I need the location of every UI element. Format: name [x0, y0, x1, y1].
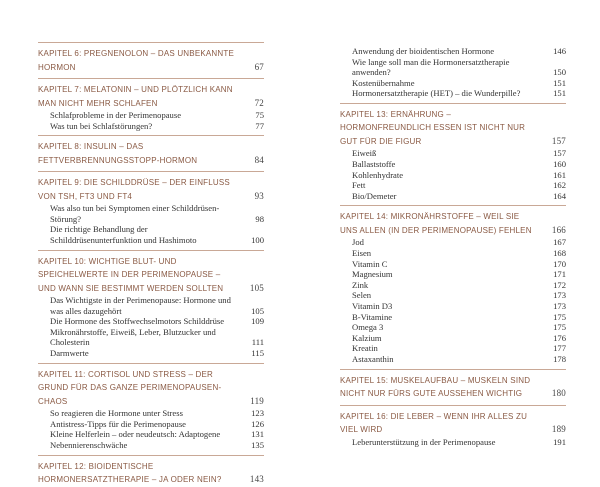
page-number: 175	[553, 322, 566, 333]
toc-chapter-entry	[38, 455, 264, 487]
toc-section-entry	[340, 280, 566, 291]
section-title: Wie lange soll man die Hormonersatztherapie anwenden?	[352, 56, 510, 78]
page-number: 157	[553, 148, 566, 159]
section-title: Ballaststoffe	[352, 159, 396, 170]
page-number: 161	[553, 169, 566, 180]
section-title: Selen	[352, 290, 372, 301]
page-number: 105	[249, 282, 264, 293]
toc-chapter-entry	[38, 171, 264, 203]
chapter-title: KAPITEL 8: INSULIN – DAS FETTVERBRENNUNGSSTOPP-HORMON	[38, 142, 198, 165]
section-title: Antistress-Tipps für die Perimenopause	[50, 418, 186, 429]
toc-section-entry	[340, 88, 566, 99]
page-number: 109	[251, 316, 264, 327]
toc-section-entry	[340, 437, 566, 448]
toc-section-entry	[340, 259, 566, 270]
section-title: Vitamin C	[352, 258, 388, 269]
page-number: 75	[255, 110, 264, 120]
toc-section-entry	[340, 46, 566, 57]
page-number: 162	[553, 180, 566, 191]
section-title: Omega 3	[352, 322, 384, 333]
section-title: Schlafprobleme in der Perimenopause	[50, 110, 182, 120]
section-title: Mikronährstoffe, Eiweiß, Leber, Blutzucker und Cholesterin	[50, 326, 216, 348]
page-number: 151	[553, 88, 566, 99]
section-title: Astaxanthin	[352, 353, 394, 364]
toc-section-entry	[340, 170, 566, 181]
page-number: 135	[251, 439, 264, 450]
toc-chapter-entry	[340, 405, 566, 437]
toc-section-entry	[340, 248, 566, 259]
page-number: 180	[551, 388, 566, 399]
page-number: 115	[251, 348, 264, 359]
chapter-title: KAPITEL 10: WICHTIGE BLUT- UND SPEICHELWERTE IN DER PERIMENOPAUSE – UND WANN SIE BESTIMMT WERDEN SOLLTEN	[38, 256, 224, 293]
toc-section-entry	[38, 327, 264, 348]
section-title: Kostenübernahme	[352, 77, 415, 88]
toc-section-entry	[38, 224, 264, 245]
toc-section-entry	[340, 343, 566, 354]
toc-left-column	[38, 42, 264, 487]
toc-section-entry	[340, 333, 566, 344]
toc-chapter-entry	[340, 369, 566, 401]
toc-section-entry	[340, 354, 566, 365]
page-number: 170	[553, 258, 566, 269]
toc-section-entry	[38, 295, 264, 316]
page-number: 157	[551, 135, 566, 146]
toc-section-entry	[340, 237, 566, 248]
page-number: 143	[249, 474, 264, 484]
section-title: Das Wichtigste in der Perimenopause: Hormone und was alles dazugehört	[50, 295, 231, 316]
toc-section-entry	[340, 78, 566, 89]
page-number: 177	[553, 343, 566, 354]
toc-right-column	[340, 46, 566, 447]
toc-section-entry	[340, 191, 566, 202]
chapter-title: KAPITEL 6: PREGNENOLON – DAS UNBEKANNTE HORMON	[38, 49, 234, 72]
section-title: Kalzium	[352, 332, 382, 343]
page-number: 100	[251, 234, 264, 245]
page-number: 98	[255, 213, 264, 224]
page-number: 126	[251, 418, 264, 429]
page-number: 168	[553, 248, 566, 259]
toc-section-entry	[340, 269, 566, 280]
page-number: 72	[254, 97, 264, 108]
section-title: Anwendung der bioidentischen Hormone	[352, 46, 495, 56]
section-title: B-Vitamine	[352, 311, 393, 322]
toc-section-entry	[38, 316, 264, 327]
page-number: 131	[251, 429, 264, 440]
page-number: 176	[553, 332, 566, 343]
section-title: So reagieren die Hormone unter Stress	[50, 408, 183, 419]
toc-section-entry	[340, 312, 566, 323]
section-title: Magnesium	[352, 269, 393, 280]
page-number: 178	[553, 353, 566, 364]
page-number: 93	[254, 190, 264, 201]
toc-section-entry	[38, 419, 264, 430]
page-number: 150	[553, 67, 566, 78]
toc-chapter-entry	[38, 135, 264, 167]
section-title: Hormonersatztherapie (HET) – die Wunderpille?	[352, 88, 521, 99]
page-number: 84	[254, 154, 264, 165]
section-title: Fett	[352, 180, 366, 191]
chapter-title: KAPITEL 11: CORTISOL UND STRESS – DER GRUND FÜR DAS GANZE PERIMENOPAUSEN-CHAOS	[38, 369, 222, 406]
toc-section-entry	[340, 301, 566, 312]
page-number: 119	[250, 395, 264, 406]
page-number: 160	[553, 159, 566, 170]
section-title: Kleine Helferlein – oder neudeutsch: Adaptogene	[50, 429, 221, 440]
toc-section-entry	[340, 322, 566, 333]
page-number: 77	[255, 120, 264, 131]
page-number: 171	[553, 269, 566, 280]
section-title: Jod	[352, 237, 364, 248]
toc-chapter-entry	[38, 363, 264, 409]
section-title: Kreatin	[352, 343, 378, 354]
page-number: 173	[553, 301, 566, 311]
page-number: 166	[551, 224, 566, 235]
section-title: Leberunterstützung in der Perimenopause	[352, 436, 496, 447]
page-number: 173	[553, 290, 566, 301]
chapter-title: KAPITEL 14: MIKRONÄHRSTOFFE – WEIL SIE UNS ALLEN (IN DER PERIMENOPAUSE) FEHLEN	[340, 212, 532, 235]
page-number: 146	[553, 46, 566, 56]
section-title: Die Hormone des Stoffwechselmotors Schilddrüse	[50, 316, 225, 327]
page-number: 111	[251, 337, 264, 348]
page-number: 164	[553, 190, 566, 201]
section-title: Was also tun bei Symptomen einer Schilddrüsen-Störung?	[50, 203, 220, 224]
toc-chapter-entry	[340, 205, 566, 237]
page-number: 105	[251, 305, 264, 316]
section-title: Darmwerte	[50, 348, 89, 359]
chapter-title: KAPITEL 7: MELATONIN – UND PLÖTZLICH KANN MAN NICHT MEHR SCHLAFEN	[38, 85, 233, 108]
chapter-title: KAPITEL 16: DIE LEBER – WENN IHR ALLES ZU VIEL WIRD	[340, 411, 528, 435]
toc-chapter-entry	[38, 42, 264, 74]
toc-section-entry	[38, 110, 264, 121]
page-number: 175	[553, 311, 566, 322]
page-number: 167	[553, 237, 566, 248]
page-number: 123	[251, 408, 264, 419]
toc-section-entry	[340, 159, 566, 170]
toc-section-entry	[38, 440, 264, 451]
page-number: 189	[551, 424, 566, 435]
section-title: Vitamin D3	[352, 301, 393, 311]
page-number: 191	[553, 436, 566, 447]
toc-section-entry	[38, 408, 264, 419]
section-title: Kohlenhydrate	[352, 169, 404, 180]
section-title: Eisen	[352, 248, 372, 259]
toc-section-entry	[38, 429, 264, 440]
chapter-title: KAPITEL 13: ERNÄHRUNG – HORMONFREUNDLICH ESSEN IST NICHT NUR GUT FÜR DIE FIGUR	[340, 109, 526, 146]
toc-section-entry	[38, 203, 264, 224]
toc-section-entry	[340, 290, 566, 301]
toc-chapter-entry	[38, 78, 264, 110]
toc-section-entry	[340, 148, 566, 159]
chapter-title: KAPITEL 9: DIE SCHILDDRÜSE – DER EINFLUSS VON TSH, FT3 UND FT4	[38, 178, 230, 201]
toc-section-entry	[340, 180, 566, 191]
toc-chapter-entry	[340, 103, 566, 149]
toc-chapter-entry	[38, 250, 264, 296]
toc-section-entry	[340, 57, 566, 78]
page-number: 172	[553, 279, 566, 290]
page-number: 151	[553, 77, 566, 88]
chapter-title: KAPITEL 12: BIOIDENTISCHE HORMONERSATZTHERAPIE – JA ODER NEIN?	[38, 461, 222, 484]
section-title: Nebennierenschwäche	[50, 439, 128, 450]
toc-section-entry	[38, 348, 264, 359]
toc-section-entry	[38, 121, 264, 132]
section-title: Zink	[352, 279, 369, 290]
chapter-title: KAPITEL 15: MUSKELAUFBAU – MUSKELN SIND NICHT NUR FÜRS GUTE AUSSEHEN WICHTIG	[340, 375, 531, 399]
section-title: Was tun bei Schlafstörungen?	[50, 120, 153, 131]
page-number: 67	[254, 61, 264, 72]
section-title: Eiweiß	[352, 148, 377, 159]
section-title: Die richtige Behandlung der Schilddrüsenunterfunktion und Hashimoto	[50, 224, 197, 245]
section-title: Bio/Demeter	[352, 190, 397, 201]
